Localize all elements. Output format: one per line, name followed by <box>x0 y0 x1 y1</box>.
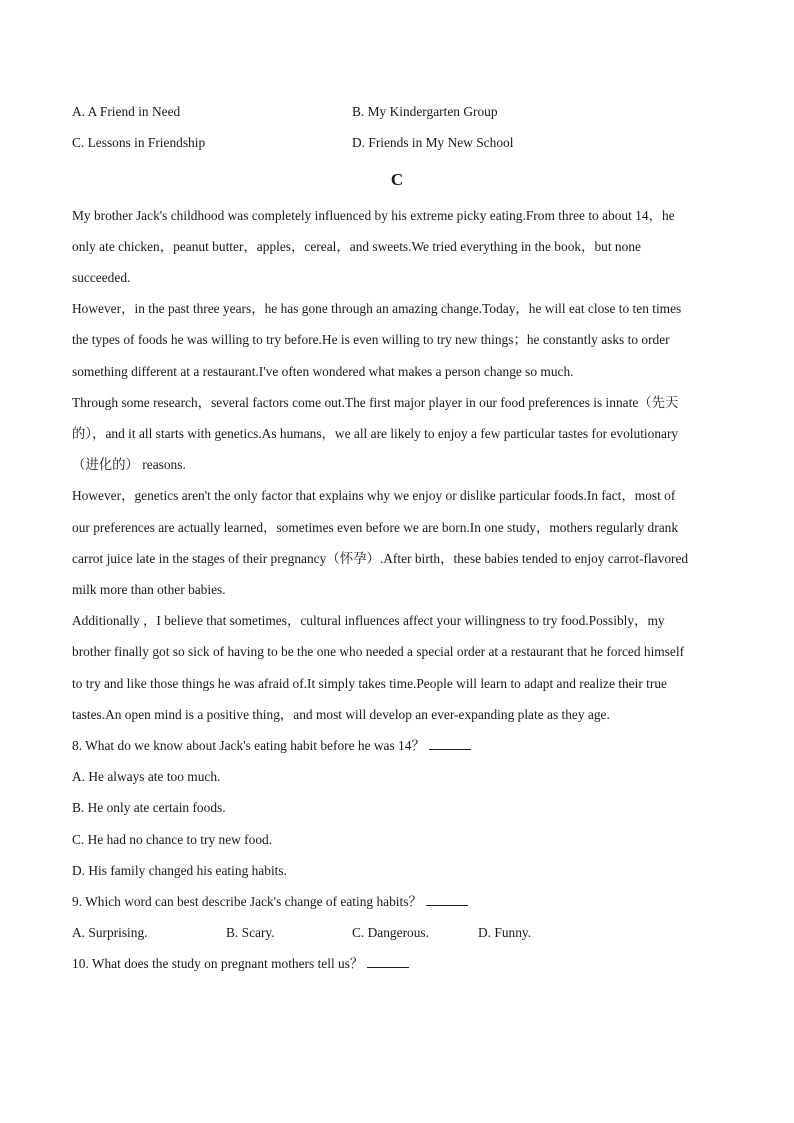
question-8 <box>72 737 471 755</box>
passage-line: succeeded. <box>72 270 131 285</box>
question-8-stem: 8. What do we know about Jack's eating habit before he was 14？ <box>72 738 425 753</box>
section-title: C <box>390 170 404 189</box>
answer-blank-8[interactable] <box>429 737 471 750</box>
passage-line: our preferences are actually learned，sometimes even before we are born.In one study，mothers regularly drank <box>72 520 679 535</box>
passage-line: something different at a restaurant.I've often wondered what makes a person change so much. <box>72 364 574 379</box>
question-9-stem: 9. Which word can best describe Jack's change of eating habits？ <box>72 894 422 909</box>
question-10 <box>72 955 409 973</box>
passage-line: carrot juice late in the stages of their pregnancy（怀孕）.After birth，these babies tended to enjoy carrot-flavored <box>72 551 689 566</box>
passage-line: to try and like those things he was afraid of.It simply takes time.People will learn to adapt and realize their true <box>72 676 667 691</box>
passage-line: milk more than other babies. <box>72 582 226 597</box>
passage-line: tastes.An open mind is a positive thing，and most will develop an ever-expanding plate as they age. <box>72 707 610 722</box>
q8-option-c: C. He had no chance to try new food. <box>72 832 273 847</box>
q8-option-d: D. His family changed his eating habits. <box>72 863 287 878</box>
passage-line: However，in the past three years，he has gone through an amazing change.Today，he will eat close to ten times <box>72 301 682 316</box>
prev-option-a: A. A Friend in Need <box>72 104 181 119</box>
question-9 <box>72 893 468 911</box>
passage-line: My brother Jack's childhood was completely influenced by his extreme picky eating.From three to about 14，he <box>72 208 675 223</box>
answer-blank-9[interactable] <box>426 893 468 906</box>
passage-line: only ate chicken，peanut butter，apples，cereal，and sweets.We tried everything in the book，but none <box>72 239 641 254</box>
q8-option-b: B. He only ate certain foods. <box>72 800 226 815</box>
passage-line: the types of foods he was willing to try before.He is even willing to try new things；he constantly asks to order <box>72 332 670 347</box>
q9-option-d: D. Funny. <box>478 925 532 940</box>
passage-line: Through some research，several factors come out.The first major player in our food preferences is innate（先天 <box>72 395 679 410</box>
q9-option-c: C. Dangerous. <box>352 925 429 940</box>
passage-line: 的），and it all starts with genetics.As humans，we all are likely to enjoy a few particular tastes for evolutionary <box>72 426 679 441</box>
q8-option-a: A. He always ate too much. <box>72 769 221 784</box>
question-10-stem: 10. What does the study on pregnant mothers tell us？ <box>72 956 364 971</box>
answer-blank-10[interactable] <box>367 955 409 968</box>
passage-line: brother finally got so sick of having to be the one who needed a special order at a restaurant that he forced himself <box>72 644 685 659</box>
passage-line: （进化的） reasons. <box>72 457 186 472</box>
passage-line: However，genetics aren't the only factor that explains why we enjoy or dislike particular foods.In fact，most of <box>72 488 676 503</box>
q9-option-b: B. Scary. <box>226 925 275 940</box>
prev-option-b: B. My Kindergarten Group <box>352 104 498 119</box>
q9-option-a: A. Surprising. <box>72 925 148 940</box>
prev-option-d: D. Friends in My New School <box>352 135 514 150</box>
prev-option-c: C. Lessons in Friendship <box>72 135 206 150</box>
passage-line: Additionally ，I believe that sometimes，cultural influences affect your willingness to try food.Possibly，my <box>72 613 665 628</box>
